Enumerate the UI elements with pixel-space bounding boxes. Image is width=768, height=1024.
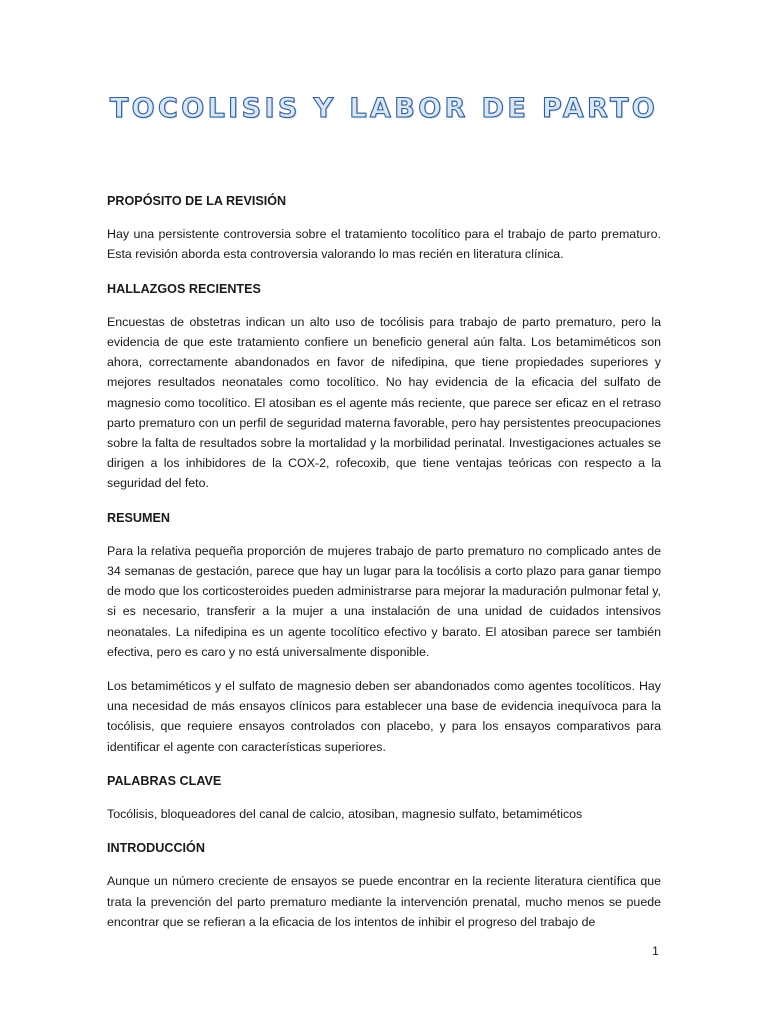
section-heading-resumen: RESUMEN	[107, 510, 170, 525]
paragraph-hallazgos: Encuestas de obstetras indican un alto uso de tocólisis para trabajo de parto prematuro, pero la evidencia de que este tratamiento confiere un beneficio general aún falta. Los betamiméticos son ahora, correctamente abandonados en favor de nifedipina, que tiene propiedades superiores y mejores resultados neonatales como tocolítico. No hay evidencia de la eficacia del sulfato de magnesio como tocolítico. El atosiban es el agente más reciente, que parece ser eficaz en el retraso parto prematuro con un perfil de seguridad materna favorable, pero hay persistentes preocupaciones sobre la falta de resultados sobre la mortalidad y la morbilidad perinatal. Investigaciones actuales se dirigen a los inhibidores de la COX-2, rofecoxib, que tiene ventajas teóricas con respecto a la seguridad del feto.	[107, 314, 661, 491]
document-body	[107, 191, 661, 932]
paragraph-palabras-clave: Tocólisis, bloqueadores del canal de calcio, atosiban, magnesio sulfato, betamiméticos	[107, 807, 583, 822]
section-heading-proposito: PROPÓSITO DE LA REVISIÓN	[107, 194, 287, 208]
paragraph-proposito: Hay una persistente controversia sobre el tratamiento tocolítico para el trabajo de parto prematuro. Esta revisión aborda esta controversia valorando lo mas recién en literatura clínica.	[107, 227, 661, 262]
paragraph-introduccion: Aunque un número creciente de ensayos se puede encontrar en la reciente literatura científica que trata la prevención del parto prematuro mediante la intervención prenatal, mucho menos se puede encontrar que se refieran a la eficacia de los intentos de inhibir el progreso del trabajo de	[107, 874, 661, 929]
section-heading-palabras-clave: PALABRAS CLAVE	[107, 773, 222, 788]
document-title: TOCOLISIS Y LABOR DE PARTO	[109, 93, 659, 124]
section-heading-hallazgos: HALLAZGOS RECIENTES	[107, 281, 261, 296]
page-number: 1	[652, 944, 659, 958]
section-heading-introduccion: INTRODUCCIÓN	[107, 841, 205, 856]
paragraph-resumen-2: Los betamiméticos y el sulfato de magnesio deben ser abandonados como agentes tocolíticos. Hay una necesidad de más ensayos clínicos para establecer una base de evidencia inequívoca para la tocólisis, que requiere ensayos controlados con placebo, y para los ensayos comparativos para identificar el agente con características superiores.	[107, 679, 661, 754]
paragraph-resumen-1: Para la relativa pequeña proporción de mujeres trabajo de parto prematuro no complicado antes de 34 semanas de gestación, parece que hay un lugar para la tocólisis a corto plazo para ganar tiempo de modo que los corticosteroides pueden administrarse para mejorar la maduración pulmonar fetal y, si es necesario, transferir a la mujer a una instalación de una unidad de cuidados intensivos neonatales. La nifedipina es un agente tocolítico efectivo y barato. El atosiban parece ser también efectiva, pero es caro y no está universalmente disponible.	[107, 543, 661, 659]
